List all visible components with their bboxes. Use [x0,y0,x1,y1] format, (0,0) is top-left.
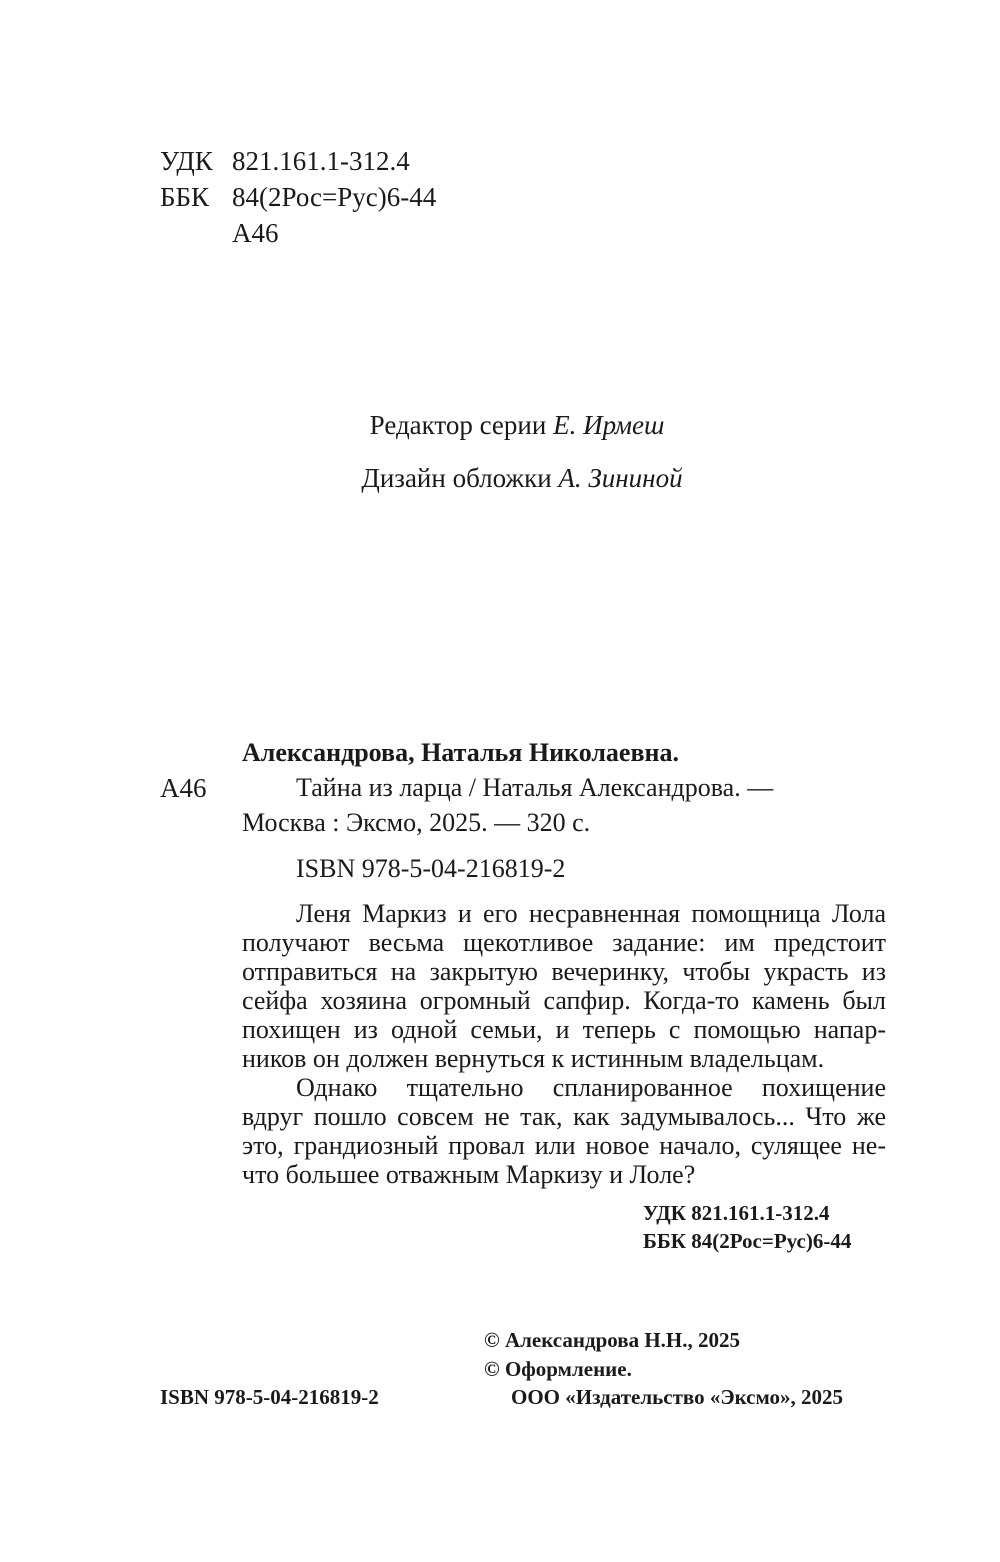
annotation-line: похищен из одной семьи, и теперь с помощью напар- [242,1015,886,1044]
annotation-line: Леня Маркиз и его несравненная помощница Лола [296,899,886,928]
editor-label: Редактор серии [369,410,547,440]
author-sign-top: А46 [232,218,279,248]
udk-value: 821.161.1-312.4 [232,146,410,176]
copyright-publisher: ООО «Издательство «Эксмо», 2025 [511,1385,844,1409]
annotation-line: вдруг пошло совсем не так, как задумывалось... Что же [242,1102,886,1131]
author-heading: Александрова, Наталья Николаевна. [242,738,679,767]
annotation-line: ников он должен вернуться к истинным владельцам. [242,1044,825,1073]
annotation-line: это, грандиозный провал или новое начало, сулящее не- [242,1131,886,1160]
udk-bottom: УДК 821.161.1-312.4 [643,1201,830,1225]
annotation-line: получают весьма щекотливое задание: им предстоит [242,928,886,957]
annotation-line: Однако тщательно спланированное похищение [296,1073,886,1102]
udk-label: УДК [160,146,213,176]
annotation-line: сейфа хозяина огромный сапфир. Когда-то камень был [242,986,886,1015]
isbn-bottom: ISBN 978-5-04-216819-2 [160,1385,379,1409]
title-line: Тайна из ларца / Наталья Александрова. — [296,773,774,802]
copyright-design: © Оформление. [484,1357,632,1381]
bbk-bottom: ББК 84(2Рос=Рус)6-44 [643,1229,852,1253]
design-credit [0,463,1000,494]
annotation-line: что большее отважным Маркизу и Лоле? [242,1160,696,1189]
imprint-line: Москва : Эксмо, 2025. — 320 с. [242,808,591,837]
bbk-value: 84(2Рос=Рус)6-44 [232,182,437,212]
design-name: А. Зининой [558,463,683,493]
bbk-label: ББК [160,182,210,212]
design-label: Дизайн обложки [361,463,552,493]
editor-name: Е. Ирмеш [553,410,665,440]
copyright-author: © Александрова Н.Н., 2025 [484,1328,740,1352]
author-sign: А46 [160,773,207,803]
isbn-line: ISBN 978-5-04-216819-2 [296,854,566,883]
annotation-line: отправиться на закрытую вечеринку, чтобы украсть из [242,957,886,986]
editor-credit [0,410,1000,441]
